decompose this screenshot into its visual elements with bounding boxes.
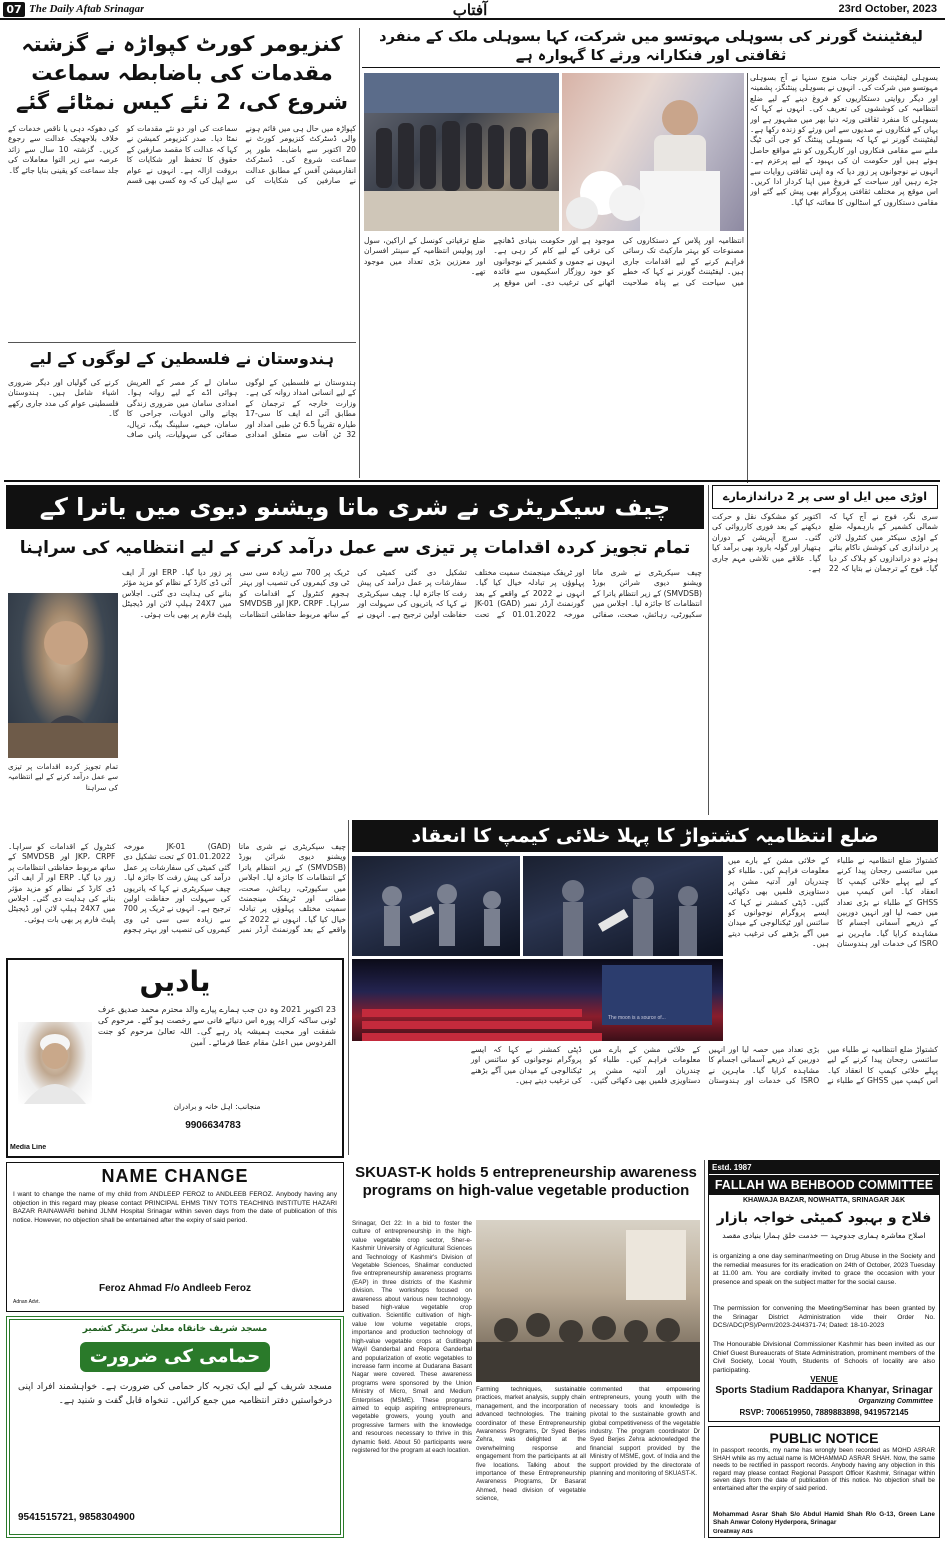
chief-secretary-photo: [8, 593, 118, 758]
lg-body-text: بسوہلی لیفٹیننٹ گورنر جناب منوج سنہا نے آج بسوہلی مہوتسو میں شرکت کی۔ انہوں نے بسوہلی پینٹنگز، پشمینہ اور دیگر روایتی دستکاریوں کو فروغ دینے کے لیے ضلع انتظامیہ کی کوششوں کی تعریف کی۔ انہوں نے کہا کہ بسوہلی کا منفرد ثقافتی ورثہ دنیا بھر میں مشہور ہے اور یہاں کے فنکاروں نے صدیوں سے اس ورثے کو زندہ رکھا ہے۔ لیفٹیننٹ گورنر نے کہا کہ بسوہلی پینٹنگ کو جی آئی ٹیگ ملنے سے مقامی فنکاروں اور کاریگروں کو نئے مواقع حاصل ہوئے ہیں اور حکومت ان کی بہبود کے لیے پرعزم ہے۔ انہوں نے نوجوانوں پر زور دیا کہ وہ اپنی ثقافتی روایات سے جڑے رہیں اور سیاحت کے فروغ میں اپنا کردار ادا کریں۔ اس موقع پر مختلف ثقافتی پروگرام بھی پیش کیے گئے اور مقامی دستکاروں کے اسٹالوں کا معائنہ کیا گیا۔: [750, 73, 938, 207]
public-notice-tag: Greatway Ads: [713, 1529, 753, 1535]
fallah-rsvp: RSVP: 7006519950, 7889883898, 9419572145: [739, 1408, 909, 1417]
telescope-group-icon: [352, 856, 520, 956]
group-photo-figures-icon: [364, 73, 559, 231]
official-portrait-icon: [8, 593, 118, 758]
name-change-title: NAME CHANGE: [101, 1166, 249, 1186]
page-number: 07: [3, 2, 25, 17]
fallah-estd: Estd. 1987: [709, 1161, 939, 1174]
jobs-title: حمامی کی ضرورت: [80, 1342, 270, 1372]
vaishno-headline: چیف سیکریٹری نے شری ماتا ویشنو دیوی میں یاترا کے: [6, 485, 704, 529]
name-change-tag: Adnan Advt.: [13, 1299, 40, 1305]
memorial-phone: 9906634783: [185, 1120, 241, 1131]
observation-photo: [523, 856, 723, 956]
auditorium-photo: [352, 959, 723, 1041]
public-notice-title: PUBLIC NOTICE: [769, 1430, 879, 1446]
lg-headline: لیفٹیننٹ گورنر کی بسوہلی مہوتسو میں شرکت، کہا بسوہلی ملک کے منفرد ثقافتی اور فنکارانہ ورثے کا گہوارہ ہے: [362, 28, 940, 68]
auditorium-screen-icon: [352, 959, 723, 1041]
workshop-audience-icon: [476, 1220, 700, 1382]
vaishno-continued: چیف سیکریٹری نے شری ماتا ویشنو دیوی شرائن بورڈ (SMVDSB) کے زیر انتظام یاترا کے انتظامات کا جائزہ لیا۔ اجلاس میں سکیورٹی، رہائش، صحت، صفائی اور ٹریفک مینجمنٹ سمیت مختلف پہلوؤں پر تبادلہ خیال کیا گیا۔ انہوں نے 2022 کے واقعے کے بعد گورنمنٹ آرڈر نمبر (GAD) JK-01 مورخہ 01.01.2022 کے تحت تشکیل دی گئی کمیٹی کی سفارشات پر عمل درآمد کی پیش رفت کا جائزہ لیا۔ چیف سیکریٹری نے کہا کہ یاتریوں کی سہولت اور حفاظت اولین ترجیح ہے۔ انہوں نے ٹریک پر 700 سے زیادہ سی سی ٹی وی کیمروں کی تنصیب اور بہتر ہجوم کنٹرول کے اقدامات کو سراہا۔ JKP، CRPF اور SMVDSB کے ساتھ مربوط حفاظتی انتظامات پر زور دیا گیا۔ ERP اور آر ایف آئی ڈی کارڈ کے نظام کو مزید مؤثر بنانے کی ہدایت دی گئی۔ اجلاس میں 24X7 ہیلپ لائن اور ڈیجیٹل پلیٹ فارم پر بھی بات ہوئی۔: [8, 842, 346, 935]
fallah-address: KHAWAJA BAZAR, NOWHATTA, SRINAGAR J&K: [742, 1197, 906, 1204]
name-change-body: I want to change the name of my child from ANDLEEP FEROZ to ANDLEEB FEROZ. Anybody having any objection in this regard may please contact PRINCIPAL EHMS TINY TOTS TEACHING INSTITUTE HAZARI BAZAR RAINAWARI behind JLNM Hospital Srinagar within seven days from the date of publication of this notice. However, no objection shall be entertained after the expiry of said period.: [13, 1191, 337, 1224]
fallah-venue-label: VENUE: [810, 1375, 838, 1384]
fallah-urdu-title: فلاح و بہبود کمیٹی خواجہ بازار: [716, 1210, 932, 1226]
fallah-venue: Sports Stadium Raddapora Khanyar, Srinagar: [715, 1385, 933, 1396]
fallah-body: is organizing a one day seminar/meeting on Drug Abuse in the Society and the remedial measures for its eradication on 24th of October, 2023 Tuesday at 11.00 am. You are cordially invited to grace the occasion with your presence and speak on the subject matter for the social cause.: [713, 1253, 935, 1286]
fallah-ad: [708, 1160, 940, 1422]
consumer-court-body: کپواڑہ میں حال ہی میں قائم ہونے والی ڈسٹرکٹ کنزیومر کورٹ نے 20 اکتوبر سے باضابطہ طور پر سماعت شروع کی۔ ڈسٹرکٹ انفارمیشن آفس کے مطابق عدالت نے صارفین کی شکایات کی سماعت کی اور دو نئے مقدمات کو نمٹا دیا۔ صدر کنزیومر کمیشن نے کہا کہ عدالت کا مقصد صارفین کے حقوق کا تحفظ اور شکایات کا بروقت ازالہ ہے۔ انہوں نے عوام سے اپیل کی کہ وہ کسی بھی قسم کی دھوکہ دہی یا ناقص خدمات کے خلاف بلاجھجک عدالت سے رجوع کریں۔ گزشتہ 10 سال سے زائد عرصہ سے زیر التوا معاملات کی جلد سماعت کو یقینی بنایا جائے گا۔: [8, 124, 356, 186]
lg-continued-text: انتظامیہ اور پلاس کے دستکاروں کی مصنوعات کو بہتر مارکیٹ تک رسائی فراہم کرنے کے لیے اقدامات جاری ہیں۔ لیفٹیننٹ گورنر نے کہا کہ خطے میں سیاحت کی بے پناہ صلاحیت موجود ہے اور حکومت بنیادی ڈھانچے کی ترقی کے لیے کام کر رہی ہے۔ انہوں نے جموں و کشمیر کے نوجوانوں کو خود روزگار اسکیموں سے فائدہ اٹھانے کی ترغیب دی۔ اس موقع پر ضلع ترقیاتی کونسل کے اراکین، سول اور پولیس انتظامیہ کے سینئر افسران اور معززین بڑی تعداد میں موجود تھے۔: [364, 236, 744, 287]
lg-group-photo: [364, 73, 559, 231]
name-change-ad: [6, 1162, 344, 1312]
palestine-headline: ہندوستان نے فلسطین کے لوگوں کے لیے: [30, 349, 334, 368]
fallah-permission: The permission for convening the Meeting/Seminar has been granted by the Srinagar District Administration vide their Order No. DCS/ADC(PS)/Perm/2023-24/4371-74; Dated: 18-10-2023: [713, 1305, 935, 1330]
kishtwar-body-cont: کشتواڑ ضلع انتظامیہ نے طلباء میں سائنسی رجحان پیدا کرنے کے لیے پہلے خلائی کیمپ کا انعقاد کیا۔ اس کیمپ میں GHSS کے طلباء نے بڑی تعداد میں حصہ لیا اور انہیں دوربین کے ذریعے آسمانی اجسام کا مشاہدہ کرایا گیا۔ ماہرین نے ISRO کی خدمات اور ہندوستان کے خلائی مشن کے بارے میں معلومات فراہم کیں۔ طلباء کو چندریان اور آدتیہ مشن پر دستاویزی فلمیں بھی دکھائی گئیں۔ ڈپٹی کمشنر نے کہا کہ ایسے پروگرام نوجوانوں کو سائنس اور ٹیکنالوجی کے میدان میں آگے بڑھنے کی ترغیب دیتے ہیں۔: [470, 1045, 938, 1086]
palestine-body: ہندوستان نے فلسطین کے لوگوں کے لیے انسانی امداد روانہ کی ہے۔ وزارت خارجہ کے ترجمان کے مطابق آئی اے ایف کا سی-17 طیارہ تقریباً 6.5 ٹن طبی امداد اور 32 ٹن آفات سے متعلق امدادی سامان لے کر مصر کے العریش ہوائی اڈے کے لیے روانہ ہوا۔ امدادی سامان میں ضروری زندگی بچانے والی ادویات، جراحی کا سامان، خیمے، سلیپنگ بیگ، ترپال، صفائی کی سہولیات، پانی صاف کرنے کی گولیاں اور دیگر ضروری اشیاء شامل ہیں۔ ہندوستان فلسطینی عوام کی مدد جاری رکھے گا۔: [8, 378, 356, 440]
public-notice-body: In passport records, my name has wrongly been recorded as MOHD ASRAR SHAH while as my actual name is MOHAMMAD ASRAR SHAH. Now, the same needs to be rectified in passport records. Anybody having any objection in this regard may please contact Regional Passport Officer Kashmir, Srinagar within seven days from the date of publication of this notice. No objection shall be entertained after the expiry of said period.: [713, 1447, 935, 1492]
kishtwar-headline: ضلع انتظامیہ کشتواڑ کا پہلا خلائی کیمپ کا انعقاد: [352, 820, 938, 852]
masthead-logo: آفتاب: [452, 1, 488, 19]
telescope-night-photo: [352, 856, 520, 956]
fallah-organizer: Organizing Committee: [858, 1398, 933, 1405]
paper-name: The Daily Aftab Srinagar: [29, 3, 145, 15]
army-headline: اوڑی میں ایل او سی پر 2 دراندازمارے: [712, 485, 938, 509]
memorial-family: منجانب: اہل خانہ و برادران: [173, 1102, 261, 1111]
name-change-signature: Feroz Ahmad F/o Andleeb Feroz: [98, 1283, 252, 1294]
skuast-body-2: Farming techniques, sustainable practices, market analysis, supply chain management, and the incorporation of advanced technologies. The training coordinator of these Entrepreneurship Awareness Programs, Dr Syed Berjes Zehra, was delighted at the overwhelming response and engagement from the participants at all five locations. Talking about the importance of these Entrepreneurship Awareness Programs, Dr Basarat Ahmed, head division of vegetable science,: [476, 1386, 586, 1503]
jobs-subtitle: مسجد شریف خانقاہ معلیٰ سرینگر کشمیر: [82, 1324, 268, 1334]
public-notice-signature: Mohammad Asrar Shah S/o Abdul Hamid Shah R/o G-13, Green Lane Shah Anwar Colony Hyderpora, Srinagar: [713, 1511, 935, 1526]
vaishno-subheadline: تمام تجویز کردہ اقدامات پر تیزی سے عمل درآمد کرنے کے لیے انتظامیہ کی سراہنا: [19, 538, 691, 558]
jobs-body: مسجد شریف کے لیے ایک تجربہ کار حمامی کی ضرورت ہے۔ خواہشمند افراد اپنی درخواستیں دفتر انتظامیہ میں جمع کرائیں۔ تنخواہ قابل گفت و شنید ہے۔: [18, 1382, 332, 1406]
skuast-body: Srinagar, Oct 22: In a bid to foster the culture of entrepreneurship in the high-value vegetable crop sector, Sher-e-Kashmir University of Agricultural Sciences and Technology of Kashmir's Division of Vegetable Sciences, Shalimar conducted five entrepreneurship awareness programs (EAP) in three districts of the Kashmir division. The workshops focused on awareness about various new technology-based high-value vegetable crop cultivation. Scientific cultivation of high-value low volume vegetable crops, importance and production technology of high-value vegetable crops at Gutlibagh Wayil Ganderbal and Repora Ganderbal and popularization of exotic vegetables to increase farm income at Dudarana Basant Nagar were covered. These awareness programs were sponsored by the Union Ministry of Micro, Small and Medium Enterprises (MSME). These programs aimed to equip aspiring entrepreneurs, vegetable growers, young youth and progressive farmers with the knowledge and resources necessary to thrive in this dynamic field. About 50 participants were registered for the program at each location.: [352, 1220, 472, 1454]
screen-caption: The moon is a source of...: [608, 1015, 666, 1021]
memorial-credit: Media Line: [10, 1144, 47, 1151]
vaishno-body-left: تمام تجویز کردہ اقدامات پر تیزی سے عمل درآمد کرنے کے لیے انتظامیہ کی سراہنا: [8, 762, 118, 792]
memorial-title: یادیں: [139, 965, 211, 998]
army-body: سری نگر، فوج نے آج کہا کہ شمالی کشمیر کے بارہمولہ ضلع کے اوڑی سیکٹر میں کنٹرول لائن پر دراندازی کی کوشش ناکام بناتے ہوئے دو دراندازوں کو ہلاک کر دیا گیا۔ فوج کے ترجمان نے بتایا کہ 22 اکتوبر کو مشکوک نقل و حرکت دیکھنے کے بعد فوری کارروائی کی گئی۔ سرچ آپریشن کے دوران ہتھیار اور گولہ بارود بھی برآمد کیا گیا۔ علاقے میں تلاشی مہم جاری ہے۔: [712, 512, 938, 574]
skuast-headline: SKUAST-K holds 5 entrepreneurship awareness programs on high-value vegetable production: [355, 1164, 697, 1199]
speaker-at-podium-icon: [562, 73, 744, 231]
memorial-portrait: [18, 1022, 92, 1104]
public-notice-ad: [708, 1426, 940, 1538]
fallah-guest: The Honourable Divisional Commissioner Kashmir has been invited as our Chief Guest Bureaucrats of State Administration, prominent members of the Civil Society, Local Youth, Students of Schools of locality are also participating.: [713, 1341, 935, 1374]
fallah-urdu-tag: اصلاح معاشرہ ہماری جدوجہد — خدمت خلق ہمارا بنیادی مقصد: [722, 1231, 926, 1240]
memorial-ad: [6, 958, 344, 1158]
kishtwar-body: کشتواڑ ضلع انتظامیہ نے طلباء میں سائنسی رجحان پیدا کرنے کے لیے پہلے خلائی کیمپ کا انعقاد کیا۔ اس کیمپ میں GHSS کے طلباء نے بڑی تعداد میں حصہ لیا اور انہیں دوربین کے ذریعے آسمانی اجسام کا مشاہدہ کرایا گیا۔ ماہرین نے ISRO کی خدمات اور ہندوستان کے خلائی مشن کے بارے میں معلومات فراہم کیں۔ طلباء کو چندریان اور آدتیہ مشن پر دستاویزی فلمیں بھی دکھائی گئیں۔ ڈپٹی کمشنر نے کہا کہ ایسے پروگرام نوجوانوں کو سائنس اور ٹیکنالوجی کے میدان میں آگے بڑھنے کی ترغیب دیتے ہیں۔: [728, 856, 938, 949]
issue-date: 23rd October, 2023: [838, 3, 937, 15]
top-bar: [0, 0, 945, 20]
jobs-ad: [6, 1316, 344, 1538]
students-with-telescope-icon: [523, 856, 723, 956]
vaishno-body: چیف سیکریٹری نے شری ماتا ویشنو دیوی شرائن بورڈ (SMVDSB) کے زیر انتظام یاترا کے انتظامات کا جائزہ لیا۔ اجلاس میں سکیورٹی، رہائش، صحت، صفائی اور ٹریفک مینجمنٹ سمیت مختلف پہلوؤں پر تبادلہ خیال کیا گیا۔ انہوں نے 2022 کے واقعے کے بعد گورنمنٹ آرڈر نمبر (GAD) JK-01 مورخہ 01.01.2022 کے تحت تشکیل دی گئی کمیٹی کی سفارشات پر عمل درآمد کی پیش رفت کا جائزہ لیا۔ چیف سیکریٹری نے کہا کہ یاتریوں کی سہولت اور حفاظت اولین ترجیح ہے۔ انہوں نے ٹریک پر 700 سے زیادہ سی سی ٹی وی کیمروں کی تنصیب اور بہتر ہجوم کنٹرول کے اقدامات کو سراہا۔ JKP، CRPF اور SMVDSB کے ساتھ مربوط حفاظتی انتظامات پر زور دیا گیا۔ ERP اور آر ایف آئی ڈی کارڈ کے نظام کو مزید مؤثر بنانے کی ہدایت دی گئی۔ اجلاس میں 24X7 ہیلپ لائن اور ڈیجیٹل پلیٹ فارم پر بھی بات ہوئی۔: [122, 568, 702, 619]
lg-speech-photo: [562, 73, 744, 231]
skuast-workshop-photo: [476, 1220, 700, 1382]
consumer-court-headline: کنزیومر کورٹ کپواڑہ نے گزشتہ مقدمات کی باضابطہ سماعت شروع کی، 2 نئے کیس نمٹائے گئے: [16, 32, 348, 114]
skuast-body-3: commented that empowering entrepreneurs, young youth with the necessary tools and knowledge is pivotal to the sustainable growth and global competitiveness of the vegetable industry. The program coordinator Dr Syed Berjes Zehra acknowledged the financial support provided by the Ministry of MSME, govt. of India and the support provided by the directorate of planning and monitoring of SKUAST-K.: [590, 1386, 700, 1478]
elder-portrait-icon: [18, 1022, 92, 1104]
memorial-body: 23 اکتوبر 2021 وہ دن جب ہمارے پیارے والد محترم محمد صدیق عرف ٹونی ساکنہ کرالہ پورہ اس دنیائے فانی سے رخصت ہو گئے۔ مرحوم کی شفقت اور محبت ہمیشہ یاد رہے گی۔ اللہ تعالیٰ مرحوم کو جنت الفردوس میں اعلیٰ مقام عطا فرمائے۔ آمین: [98, 1005, 336, 1047]
jobs-phones: 9541515721, 9858304900: [18, 1512, 135, 1523]
fallah-title: FALLAH WA BEHBOOD COMMITTEE: [709, 1175, 939, 1195]
